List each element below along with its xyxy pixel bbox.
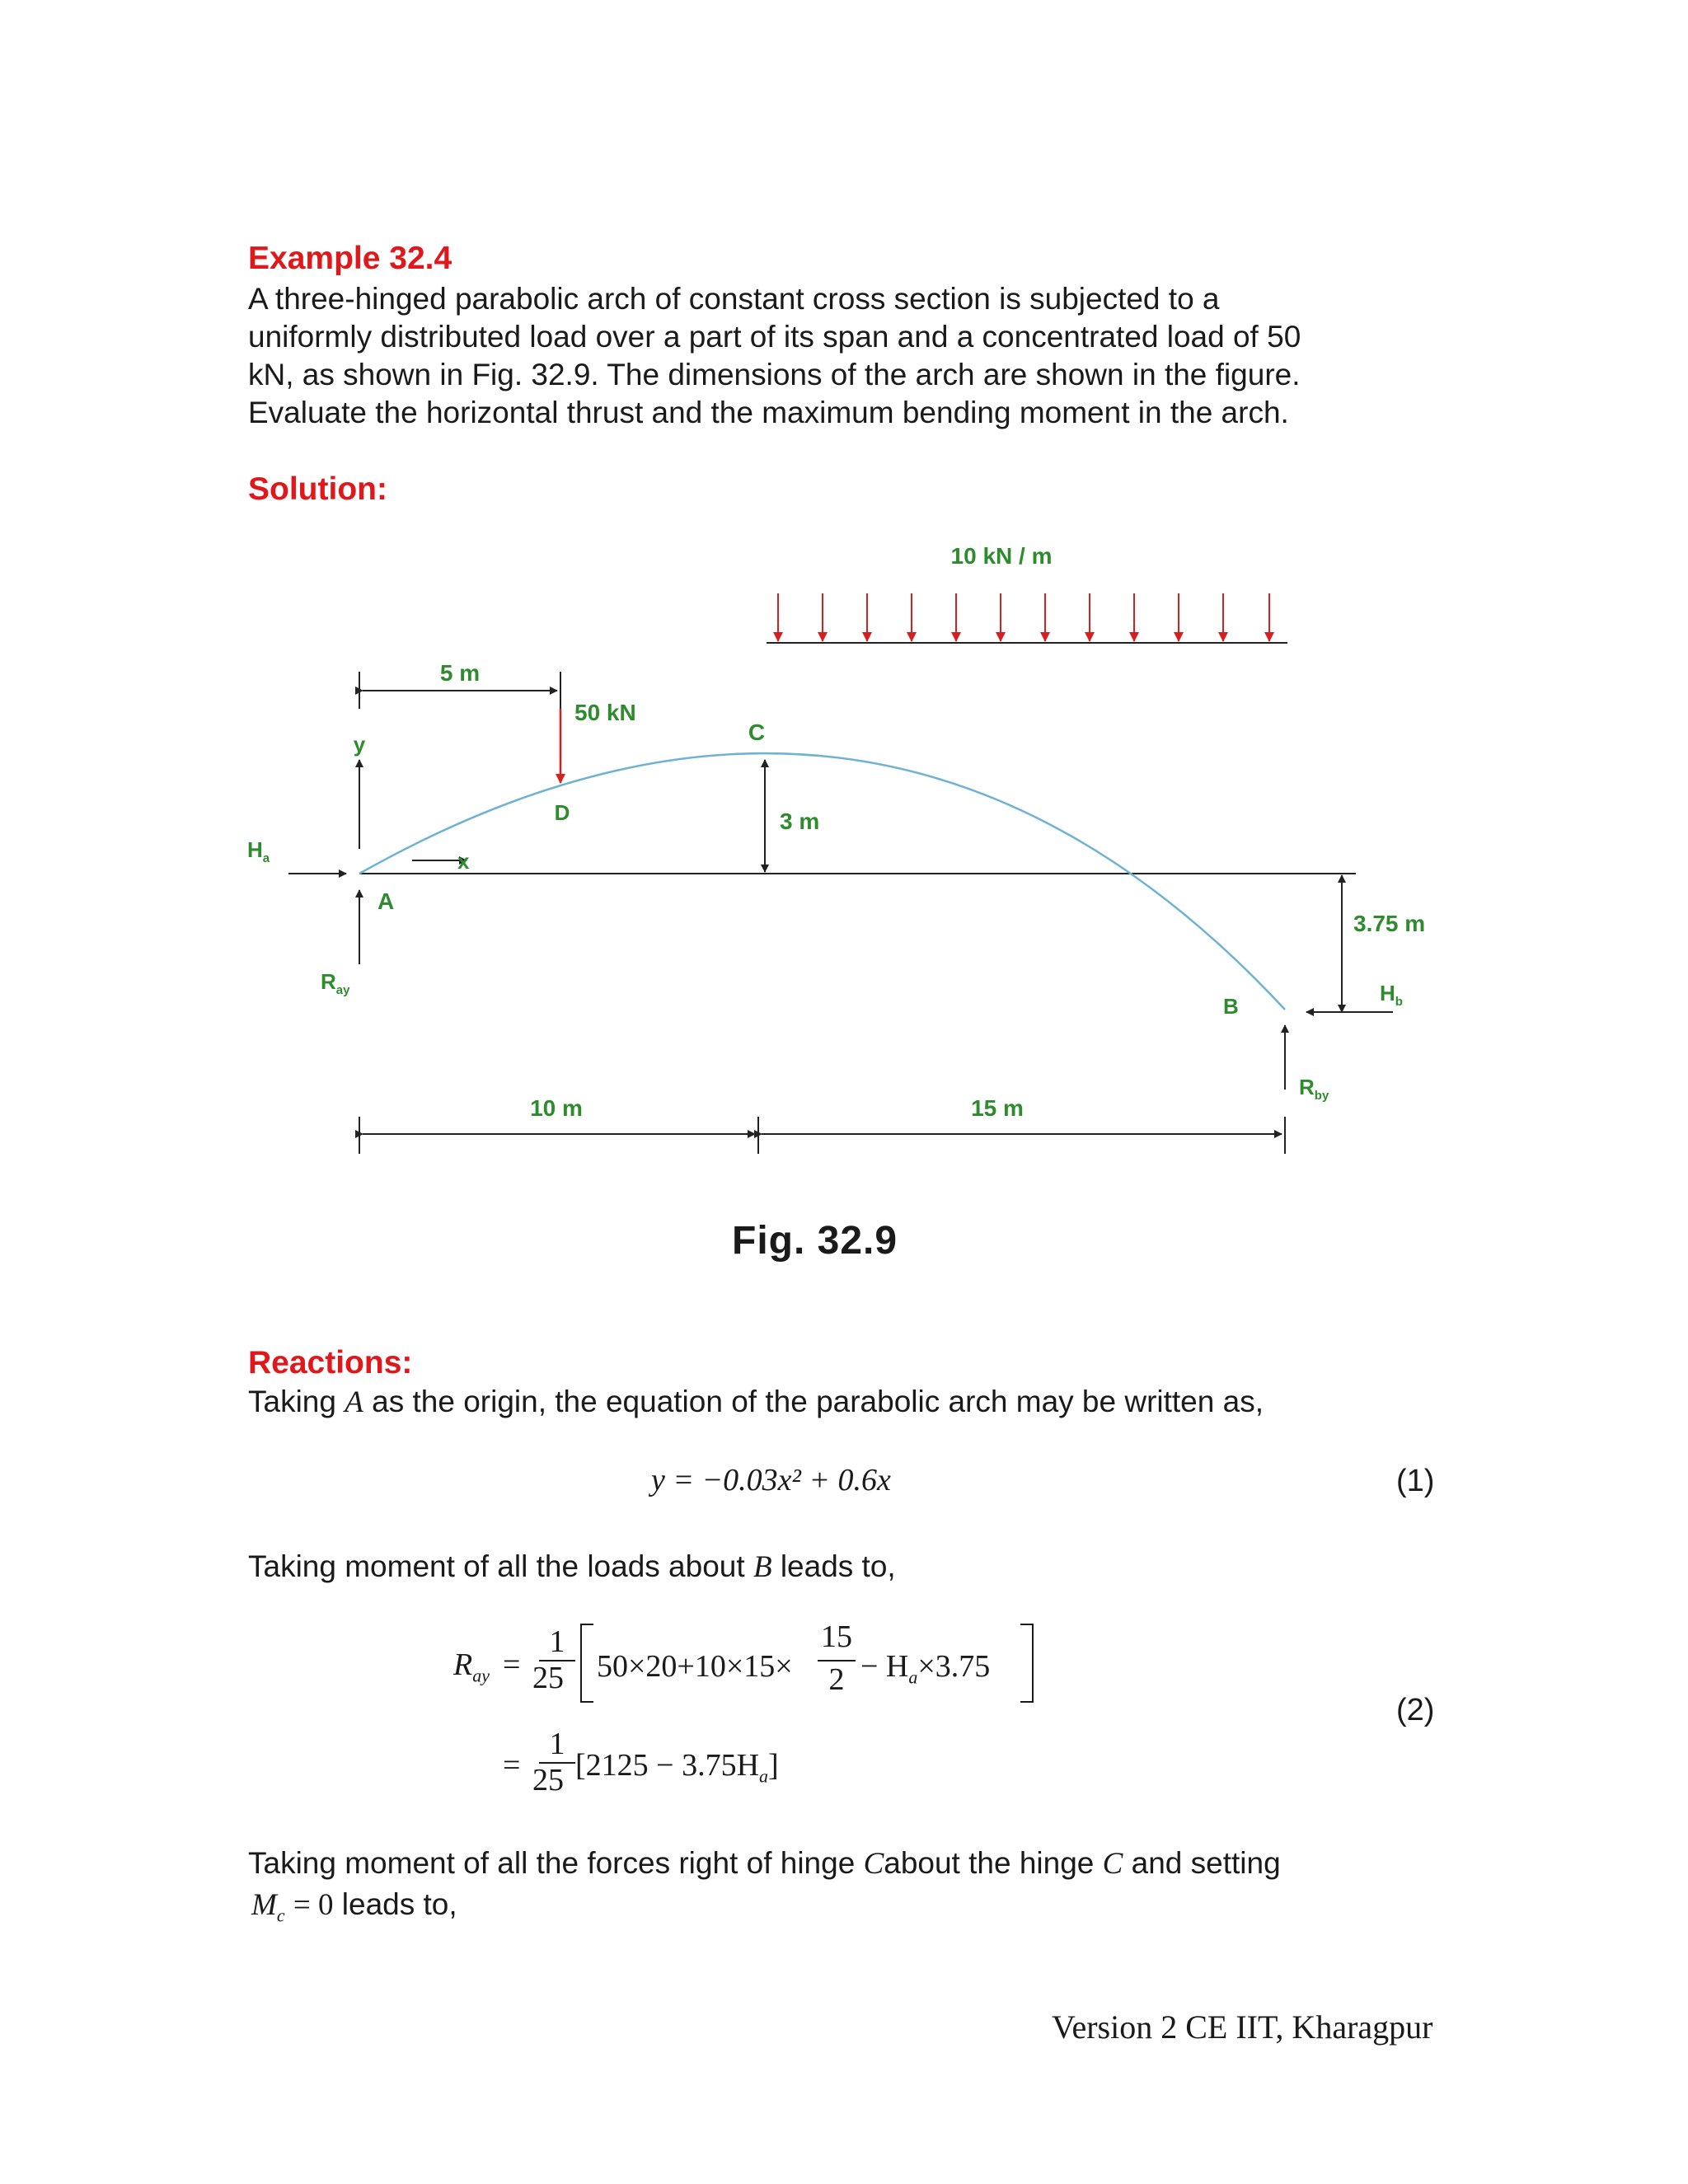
label-a: A bbox=[377, 888, 395, 914]
label-x: x bbox=[457, 849, 470, 874]
reactions-intro: Taking A as the origin, the equation of the parabolic arch may be written as, bbox=[248, 1385, 1264, 1419]
problem-line: uniformly distributed load over a part of its span and a concentrated load of 50 bbox=[248, 320, 1301, 354]
label-ha: $H_a$ bbox=[247, 837, 270, 865]
dim-375m-label: 3.75 m bbox=[1353, 911, 1426, 936]
dim-3m-label: 3 m bbox=[780, 808, 820, 834]
equation-1: y = −0.03x² + 0.6x bbox=[651, 1463, 891, 1497]
point-load-label: 50 kN bbox=[574, 700, 636, 725]
arch-curve bbox=[359, 753, 1285, 1010]
eq2-lhs: $R_{ay}$ bbox=[453, 1647, 490, 1686]
label-y: y bbox=[353, 732, 366, 757]
udl-load bbox=[767, 593, 1287, 643]
problem-statement bbox=[248, 280, 1440, 432]
solution-heading: Solution: bbox=[248, 471, 387, 507]
equation-1-number: (1) bbox=[1396, 1464, 1435, 1498]
equation-2-number: (2) bbox=[1396, 1693, 1435, 1727]
figure-caption: Fig. 32.9 bbox=[732, 1219, 898, 1263]
moment-about-b-text: Taking moment of all the loads about B leads to, bbox=[248, 1549, 896, 1584]
label-hb: $H_b$ bbox=[1380, 981, 1403, 1009]
reactions-heading: Reactions: bbox=[248, 1345, 413, 1380]
dim-15m-label: 15 m bbox=[971, 1095, 1024, 1121]
mc-zero-text: $M_c = 0$ leads to, bbox=[251, 1887, 457, 1926]
label-c: C bbox=[748, 719, 766, 745]
equation-2: $R_{ay}$ = 1 25 50×20+10×15× 15 2 − $H_a\times 3.75$ = 1 25 $[2125 - 3.75H_a]$ bbox=[452, 1624, 1045, 1813]
dim-5m-label: 5 m bbox=[439, 660, 481, 686]
problem-line: kN, as shown in Fig. 32.9. The dimensions of the arch are shown in the figure. bbox=[248, 358, 1301, 391]
example-heading: Example 32.4 bbox=[248, 241, 452, 276]
problem-line: A three-hinged parabolic arch of constant cross section is subjected to a bbox=[248, 282, 1220, 316]
hinge-c-text: Taking moment of all the forces right of hinge Cabout the hinge C and setting bbox=[248, 1846, 1281, 1881]
arch-figure bbox=[239, 527, 1459, 1187]
udl-label: 10 kN / m bbox=[950, 543, 1053, 569]
problem-line: Evaluate the horizontal thrust and the maximum bending moment in the arch. bbox=[248, 396, 1289, 429]
label-rby: $R_{by}$ bbox=[1299, 1075, 1329, 1103]
page-footer: Version 2 CE IIT, Kharagpur bbox=[1052, 2008, 1433, 2046]
label-b: B bbox=[1223, 994, 1239, 1019]
label-ray: $R_{ay}$ bbox=[321, 969, 350, 997]
dim-10m-label: 10 m bbox=[530, 1095, 583, 1121]
label-d: D bbox=[554, 800, 570, 825]
